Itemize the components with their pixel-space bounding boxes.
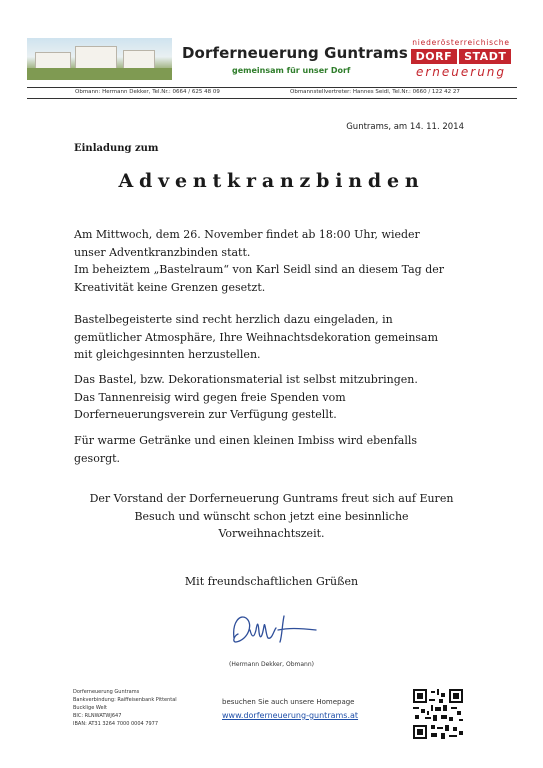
paragraph-invitation [74,226,494,296]
handwritten-signature [228,608,320,648]
village-photo [27,38,172,80]
text-line: Das Bastel, bzw. Dekorationsmaterial ist selbst mitzubringen. [74,373,418,386]
text-line: Im beheiztem „Bastelraum“ von Karl Seidl sind an diesem Tag der [74,263,445,276]
text-line: mit gleichgesinnten herzustellen. [74,348,261,361]
logo-stadt: STADT [459,49,511,64]
text-line: Besuch und wünscht schon jetzt eine besinnliche [134,509,409,523]
bank-line: Bankverbindung: Raiffeisenbank Pittental [73,697,177,703]
paragraph-welcome [74,311,494,364]
event-title: Adventkranzbinden [118,170,425,192]
homepage-hint: besuchen Sie auch unsere Homepage [222,698,355,706]
logo-top-text: niederösterreichische [412,38,510,47]
website-link[interactable]: www.dorferneuerung-guntrams.at [222,711,359,720]
text-line: unser Adventkranzbinden statt. [74,245,251,259]
header-divider-top [27,87,517,88]
qr-code [413,689,463,739]
text-line: Dorferneuerungsverein zur Verfügung gestellt. [74,408,337,421]
bank-line: BIC: RLNWATWJ647 [73,713,122,719]
text-line: gesorgt. [74,451,121,465]
text-line: gemütlicher Atmosphäre, Ihre Weihnachtsdekoration gemeinsam [74,330,439,344]
bank-details [73,688,177,728]
text-line: Vorweihnachtszeit. [218,527,325,540]
bank-line: Bucklige Welt [73,705,107,711]
dorf-stadt-erneuerung-logo [405,38,517,88]
text-line: Bastelbegeisterte sind recht herzlich dazu eingeladen, in [74,313,393,326]
paragraph-materials [74,371,494,424]
text-line: Der Vorstand der Dorferneuerung Guntrams freut sich auf Euren [89,492,454,505]
logo-bottom-text: erneuerung [415,65,507,79]
text-line: Kreativität keine Grenzen gesetzt. [74,280,266,294]
chair-contact: Obmann: Hermann Dekker, Tel.Nr.: 0664 / 625 48 09 [75,89,220,95]
org-title: Dorferneuerung Guntrams [182,44,408,62]
logo-dorf: DORF [411,49,457,64]
signer-name: (Hermann Dekker, Obmann) [229,661,314,668]
closing-greeting: Mit freundschaftlichen Grüßen [184,575,359,588]
bank-line: Dorferneuerung Guntrams [73,689,140,695]
subject-label: Einladung zum [74,143,159,154]
letter-date: Guntrams, am 14. 11. 2014 [346,122,464,132]
text-line: Das Tannenreisig wird gegen freie Spenden vom [74,390,346,404]
text-line: Für warme Getränke und einen kleinen Imbiss wird ebenfalls [74,434,418,447]
paragraph-refreshments [74,432,494,467]
bank-line: IBAN: AT31 3264 7000 0004 7977 [73,721,159,727]
vice-chair-contact: Obmannstellvertreter: Hannes Seidl, Tel.Nr.: 0660 / 122 42 27 [290,89,460,95]
text-line: Am Mittwoch, dem 26. November findet ab 18:00 Uhr, wieder [74,228,420,241]
header-divider-bottom [27,98,517,99]
org-subtitle: gemeinsam für unser Dorf [232,66,351,75]
board-message [60,490,483,543]
